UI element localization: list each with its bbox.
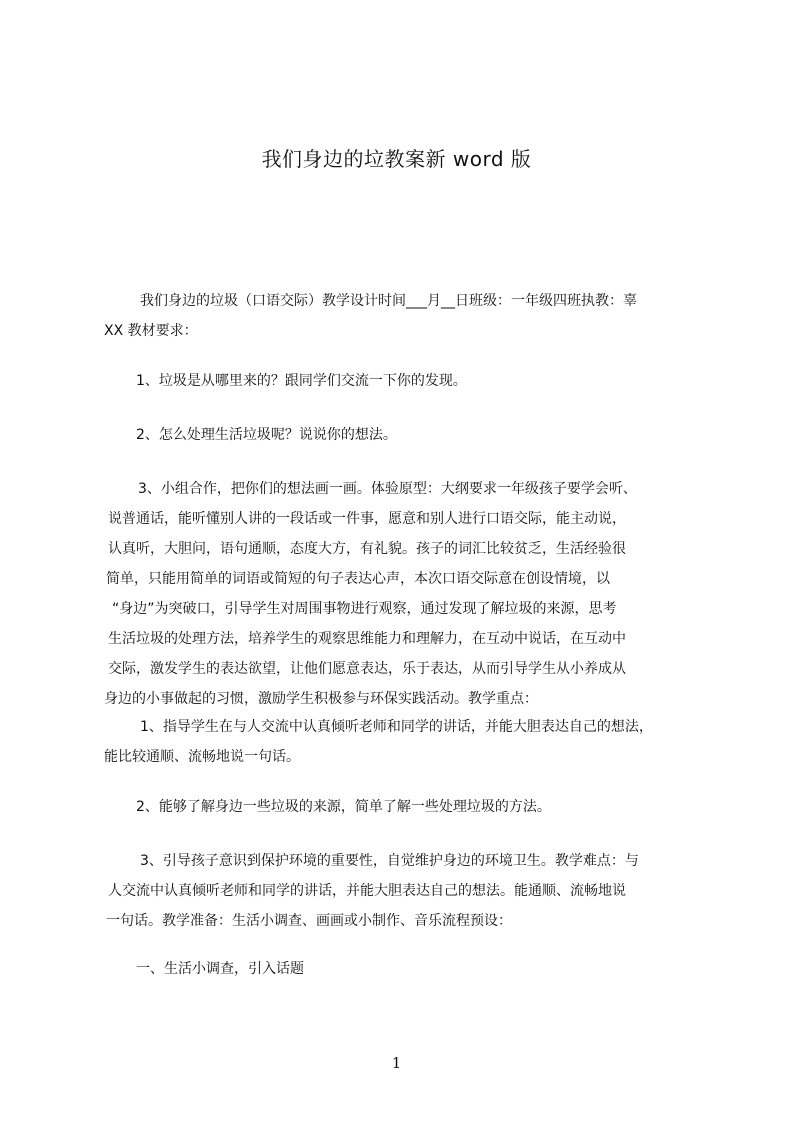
- document-title: 我们身边的垃教案新 word 版: [261, 147, 532, 171]
- paragraph-line: 一、生活小调查，引入话题: [136, 961, 304, 977]
- paragraph-line: 我们身边的垃圾（口语交际）教学设计时间___月__日班级：一年级四班执教：辜: [140, 293, 637, 309]
- paragraph-line: 身边的小事做起的习惯，激励学生积极参与环保实践活动。教学重点：: [104, 691, 538, 707]
- paragraph-line: “身边”为突破口，引导学生对周围事物进行观察，通过发现了解垃圾的来源，思考: [112, 601, 617, 617]
- paragraph-section-1-heading: [104, 954, 716, 984]
- paragraph-focus-1: [104, 712, 716, 772]
- paragraph-line: 说普通话，能听懂别人讲的一段话或一件事，愿意和别人进行口语交际，能主动说，: [108, 511, 626, 527]
- paragraph-line: XX 教材要求：: [104, 323, 198, 339]
- paragraph-line: 3、小组合作，把你们的想法画一画。体验原型：大纲要求一年级孩子要学会听、: [138, 481, 637, 497]
- paragraph-line: 简单，只能用简单的词语或简短的句子表达心声，本次口语交际意在创设情境，以: [106, 571, 610, 587]
- paragraph-requirement-2: [104, 420, 716, 450]
- paragraph-line: 生活垃圾的处理方法，培养学生的观察思维能力和理解力，在互动中说话，在互动中: [108, 631, 626, 647]
- paragraph-line: 3、引导孩子意识到保护环境的重要性，自觉维护身边的环境卫生。教学难点：与: [140, 853, 639, 869]
- page-number: 1: [391, 1054, 402, 1072]
- paragraph-line: 1、指导学生在与人交流中认真倾听老师和同学的讲话，并能大胆表达自己的想法，: [140, 719, 653, 735]
- paragraph-focus-2: [104, 792, 716, 822]
- paragraph-line: 人交流中认真倾听老师和同学的讲话，并能大胆表达自己的想法。能通顺、流畅地说: [108, 883, 626, 899]
- paragraph-line: 一句话。教学准备：生活小调查、画画或小制作、音乐流程预设：: [106, 913, 512, 929]
- paragraph-line: 1、垃圾是从哪里来的？跟同学们交流一下你的发现。: [136, 373, 467, 389]
- paragraph-requirement-1: [104, 366, 716, 396]
- paragraph-line: 2、能够了解身边一些垃圾的来源，简单了解一些处理垃圾的方法。: [136, 799, 551, 815]
- paragraph-line: 认真听，大胆问，语句通顺，态度大方，有礼貌。孩子的词汇比较贫乏，生活经验很: [108, 541, 626, 557]
- paragraph-requirement-3: [104, 474, 716, 714]
- paragraph-line: 2、怎么处理生活垃圾呢？说说你的想法。: [136, 427, 397, 443]
- paragraph-intro: [104, 286, 716, 346]
- paragraph-focus-3: [104, 846, 716, 936]
- paragraph-line: 交际，激发学生的表达欲望，让他们愿意表达，乐于表达，从而引导学生从小养成从: [108, 661, 626, 677]
- paragraph-line: 能比较通顺、流畅地说一句话。: [104, 749, 300, 765]
